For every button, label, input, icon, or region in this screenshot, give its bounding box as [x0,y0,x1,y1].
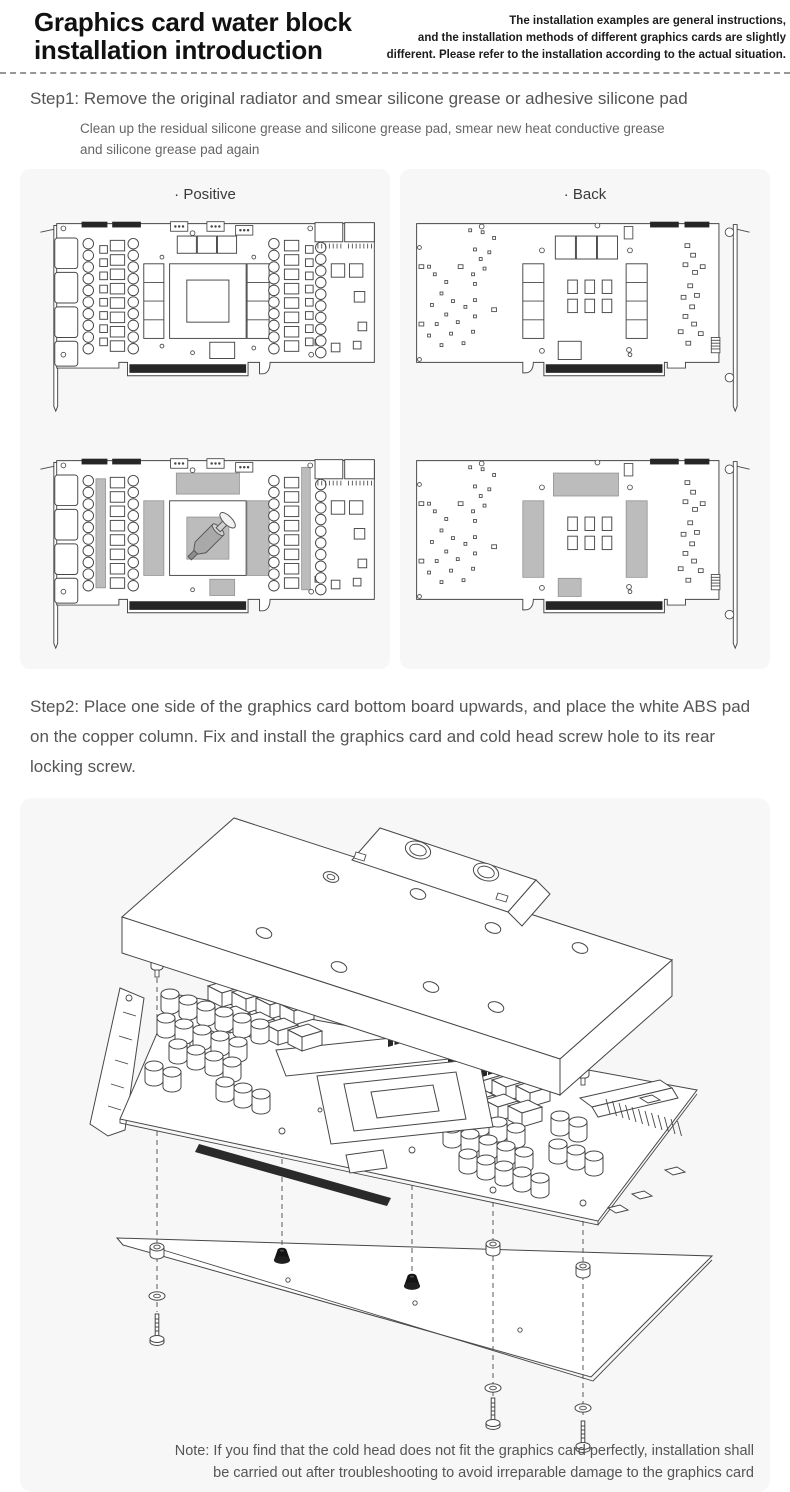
page-title-line2: installation introduction [34,35,323,65]
screw [486,1398,500,1430]
thermal-pad-top [176,473,239,494]
standoff-nut [150,1243,164,1259]
step2-heading: Step2: Place one side of the graphics card bottom board upwards, and place the white ABS pad on the copper column. Fix and install the graphics card and cold head screw hole to its rear locking screw. [30,697,751,776]
thermal-pad-mem-right [247,501,269,576]
dashed-divider [0,72,790,74]
backplate-pad-top [553,473,618,496]
disclaimer-line2: and the installation methods of different graphics cards are slightly [417,32,786,44]
panel-positive-label: · Positive [174,186,236,203]
exploded-view-panel [20,798,770,1492]
thermal-pad-strip-right [302,467,311,589]
backplate [117,1238,712,1377]
backplate-pad-right [626,501,647,578]
panel-positive [20,169,390,669]
step1-heading: Step1: Remove the original radiator and smear silicone grease or adhesive silicone pad [30,89,688,108]
note-text [175,1440,754,1484]
panel-back-label: · Back [563,186,607,203]
front-card-pads-illustration [28,446,382,657]
standoff-nut [576,1262,590,1278]
page-title-line1: Graphics card water block [34,7,352,37]
header [0,0,790,72]
thermal-pad-mem-left [144,501,164,576]
washer [485,1384,501,1392]
step1-detail: Clean up the residual silicone grease and silicone grease pad, smear new heat conductive grease and silicone grease pad again [80,121,665,157]
exploded-assembly-illustration [20,798,770,1492]
washer [149,1292,165,1300]
disclaimer-line3: different. Please refer to the installation according to the actual situation. [386,49,786,61]
washer [575,1404,591,1412]
screw [150,1314,164,1346]
back-card-illustration [408,209,762,420]
card-views-row [0,169,790,669]
note-line2: be carried out after troubleshooting to avoid irreparable damage to the graphics card [213,1465,754,1481]
backplate-pad-chip [558,578,581,596]
back-card-pads-illustration [408,446,762,657]
front-card-illustration [28,209,382,420]
backplate-pad-left [523,501,544,578]
note-line1: Note: If you find that the cold head does not fit the graphics card perfectly, installation shall [174,1443,754,1459]
header-disclaimer [387,13,786,64]
page-title [34,8,352,64]
thermal-pad-chip [210,579,235,595]
standoff-nut [486,1240,500,1256]
thermal-pad-strip-left [96,479,106,588]
disclaimer-line1: The installation examples are general instructions, [509,15,786,27]
panel-back [400,169,770,669]
